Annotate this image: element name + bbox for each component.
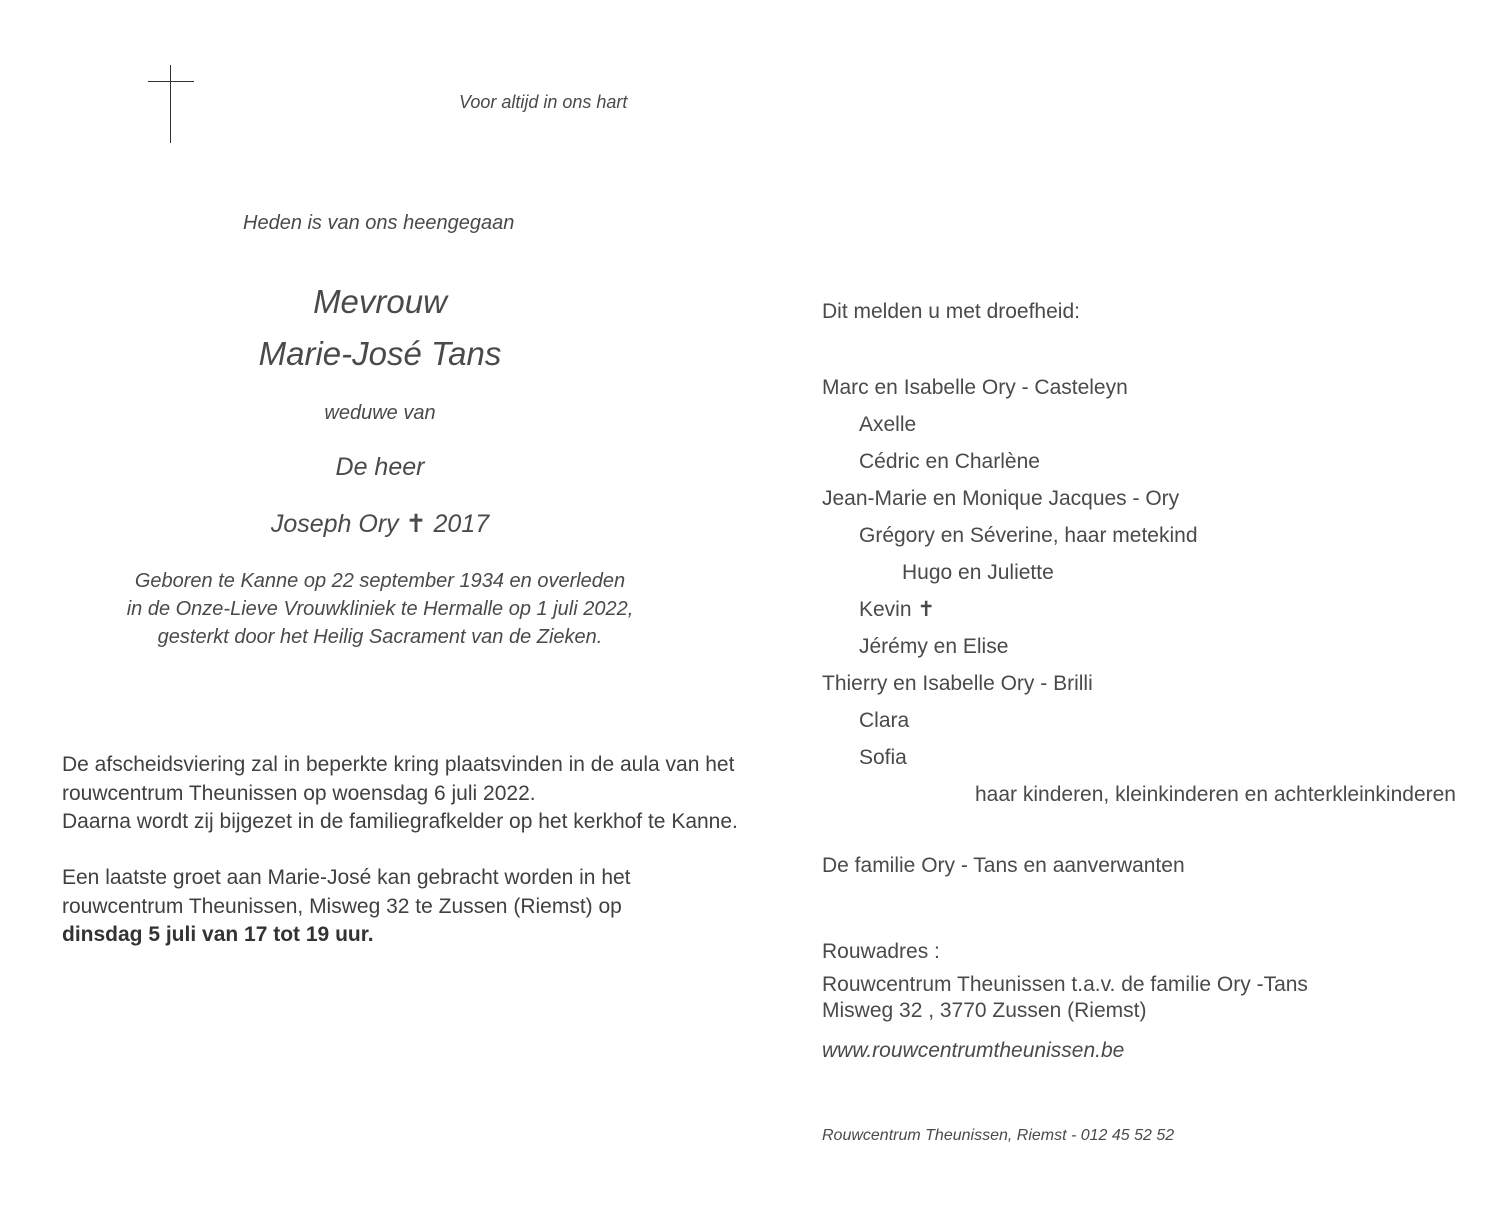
website-link[interactable]: www.rouwcentrumtheunissen.be	[822, 1039, 1125, 1062]
list-item: Jérémy en Elise	[859, 635, 1009, 658]
address-line: Rouwcentrum Theunissen t.a.v. de familie Ory -Tans	[822, 973, 1308, 996]
visiting-paragraph	[62, 864, 631, 950]
widow-of-label: weduwe van	[324, 402, 436, 424]
list-item: Thierry en Isabelle Ory - Brilli	[822, 672, 1093, 695]
list-item: Marc en Isabelle Ory - Casteleyn	[822, 376, 1128, 399]
ceremony-line: Daarna wordt zij bijgezet in de familiegrafkelder op het kerkhof te Kanne.	[62, 810, 738, 833]
birth-details	[60, 567, 700, 651]
deceased-title: Mevrouw	[313, 283, 447, 320]
spouse-line	[100, 509, 660, 539]
spouse-title: De heer	[335, 453, 425, 481]
visiting-time: dinsdag 5 juli van 17 tot 19 uur.	[62, 923, 374, 946]
birth-line: gesterkt door het Heilig Sacrament van de Zieken.	[157, 626, 603, 648]
motto: Voor altijd in ons hart	[459, 92, 628, 112]
family-list	[822, 373, 1456, 817]
address-block	[822, 972, 1308, 1024]
birth-line: Geboren te Kanne op 22 september 1934 en overleden	[134, 570, 626, 592]
footer-text: Rouwcentrum Theunissen, Riemst - 012 45 52 52	[822, 1127, 1175, 1144]
family-closing: De familie Ory - Tans en aanverwanten	[822, 854, 1185, 877]
address-label: Rouwadres :	[822, 940, 940, 963]
list-item: Sofia	[859, 746, 907, 769]
cross-icon: ✝	[917, 598, 935, 621]
list-item	[822, 595, 1456, 632]
announcement: Dit melden u met droefheid:	[822, 300, 1080, 323]
ceremony-paragraph	[62, 751, 738, 837]
member-name: Kevin	[859, 598, 912, 621]
address-line: Misweg 32 , 3770 Zussen (Riemst)	[822, 999, 1147, 1022]
birth-line: in de Onze-Lieve Vrouwkliniek te Hermalle op 1 juli 2022,	[126, 598, 634, 620]
visiting-line: Een laatste groet aan Marie-José kan gebracht worden in het	[62, 866, 631, 889]
visiting-line: rouwcentrum Theunissen, Misweg 32 te Zussen (Riemst) op	[62, 894, 622, 918]
ceremony-line: De afscheidsviering zal in beperkte kring plaatsvinden in de aula van het	[62, 753, 735, 776]
list-item: Axelle	[859, 413, 917, 436]
ceremony-line: rouwcentrum Theunissen op woensdag 6 juli 2022.	[62, 781, 536, 805]
deceased-name: Marie-José Tans	[258, 335, 502, 372]
list-item: Hugo en Juliette	[902, 561, 1054, 584]
list-item: Clara	[859, 709, 910, 732]
list-item: haar kinderen, kleinkinderen en achterkleinkinderen	[975, 783, 1456, 806]
spouse-name: Joseph Ory	[270, 510, 399, 538]
spouse-cross-icon: ✝	[405, 510, 427, 538]
spouse-year: 2017	[433, 510, 490, 538]
intro-text: Heden is van ons heengegaan	[243, 212, 515, 234]
list-item: Grégory en Séverine, haar metekind	[859, 524, 1198, 547]
list-item: Jean-Marie en Monique Jacques - Ory	[822, 487, 1180, 510]
list-item: Cédric en Charlène	[859, 450, 1040, 473]
cross-icon	[148, 65, 196, 145]
